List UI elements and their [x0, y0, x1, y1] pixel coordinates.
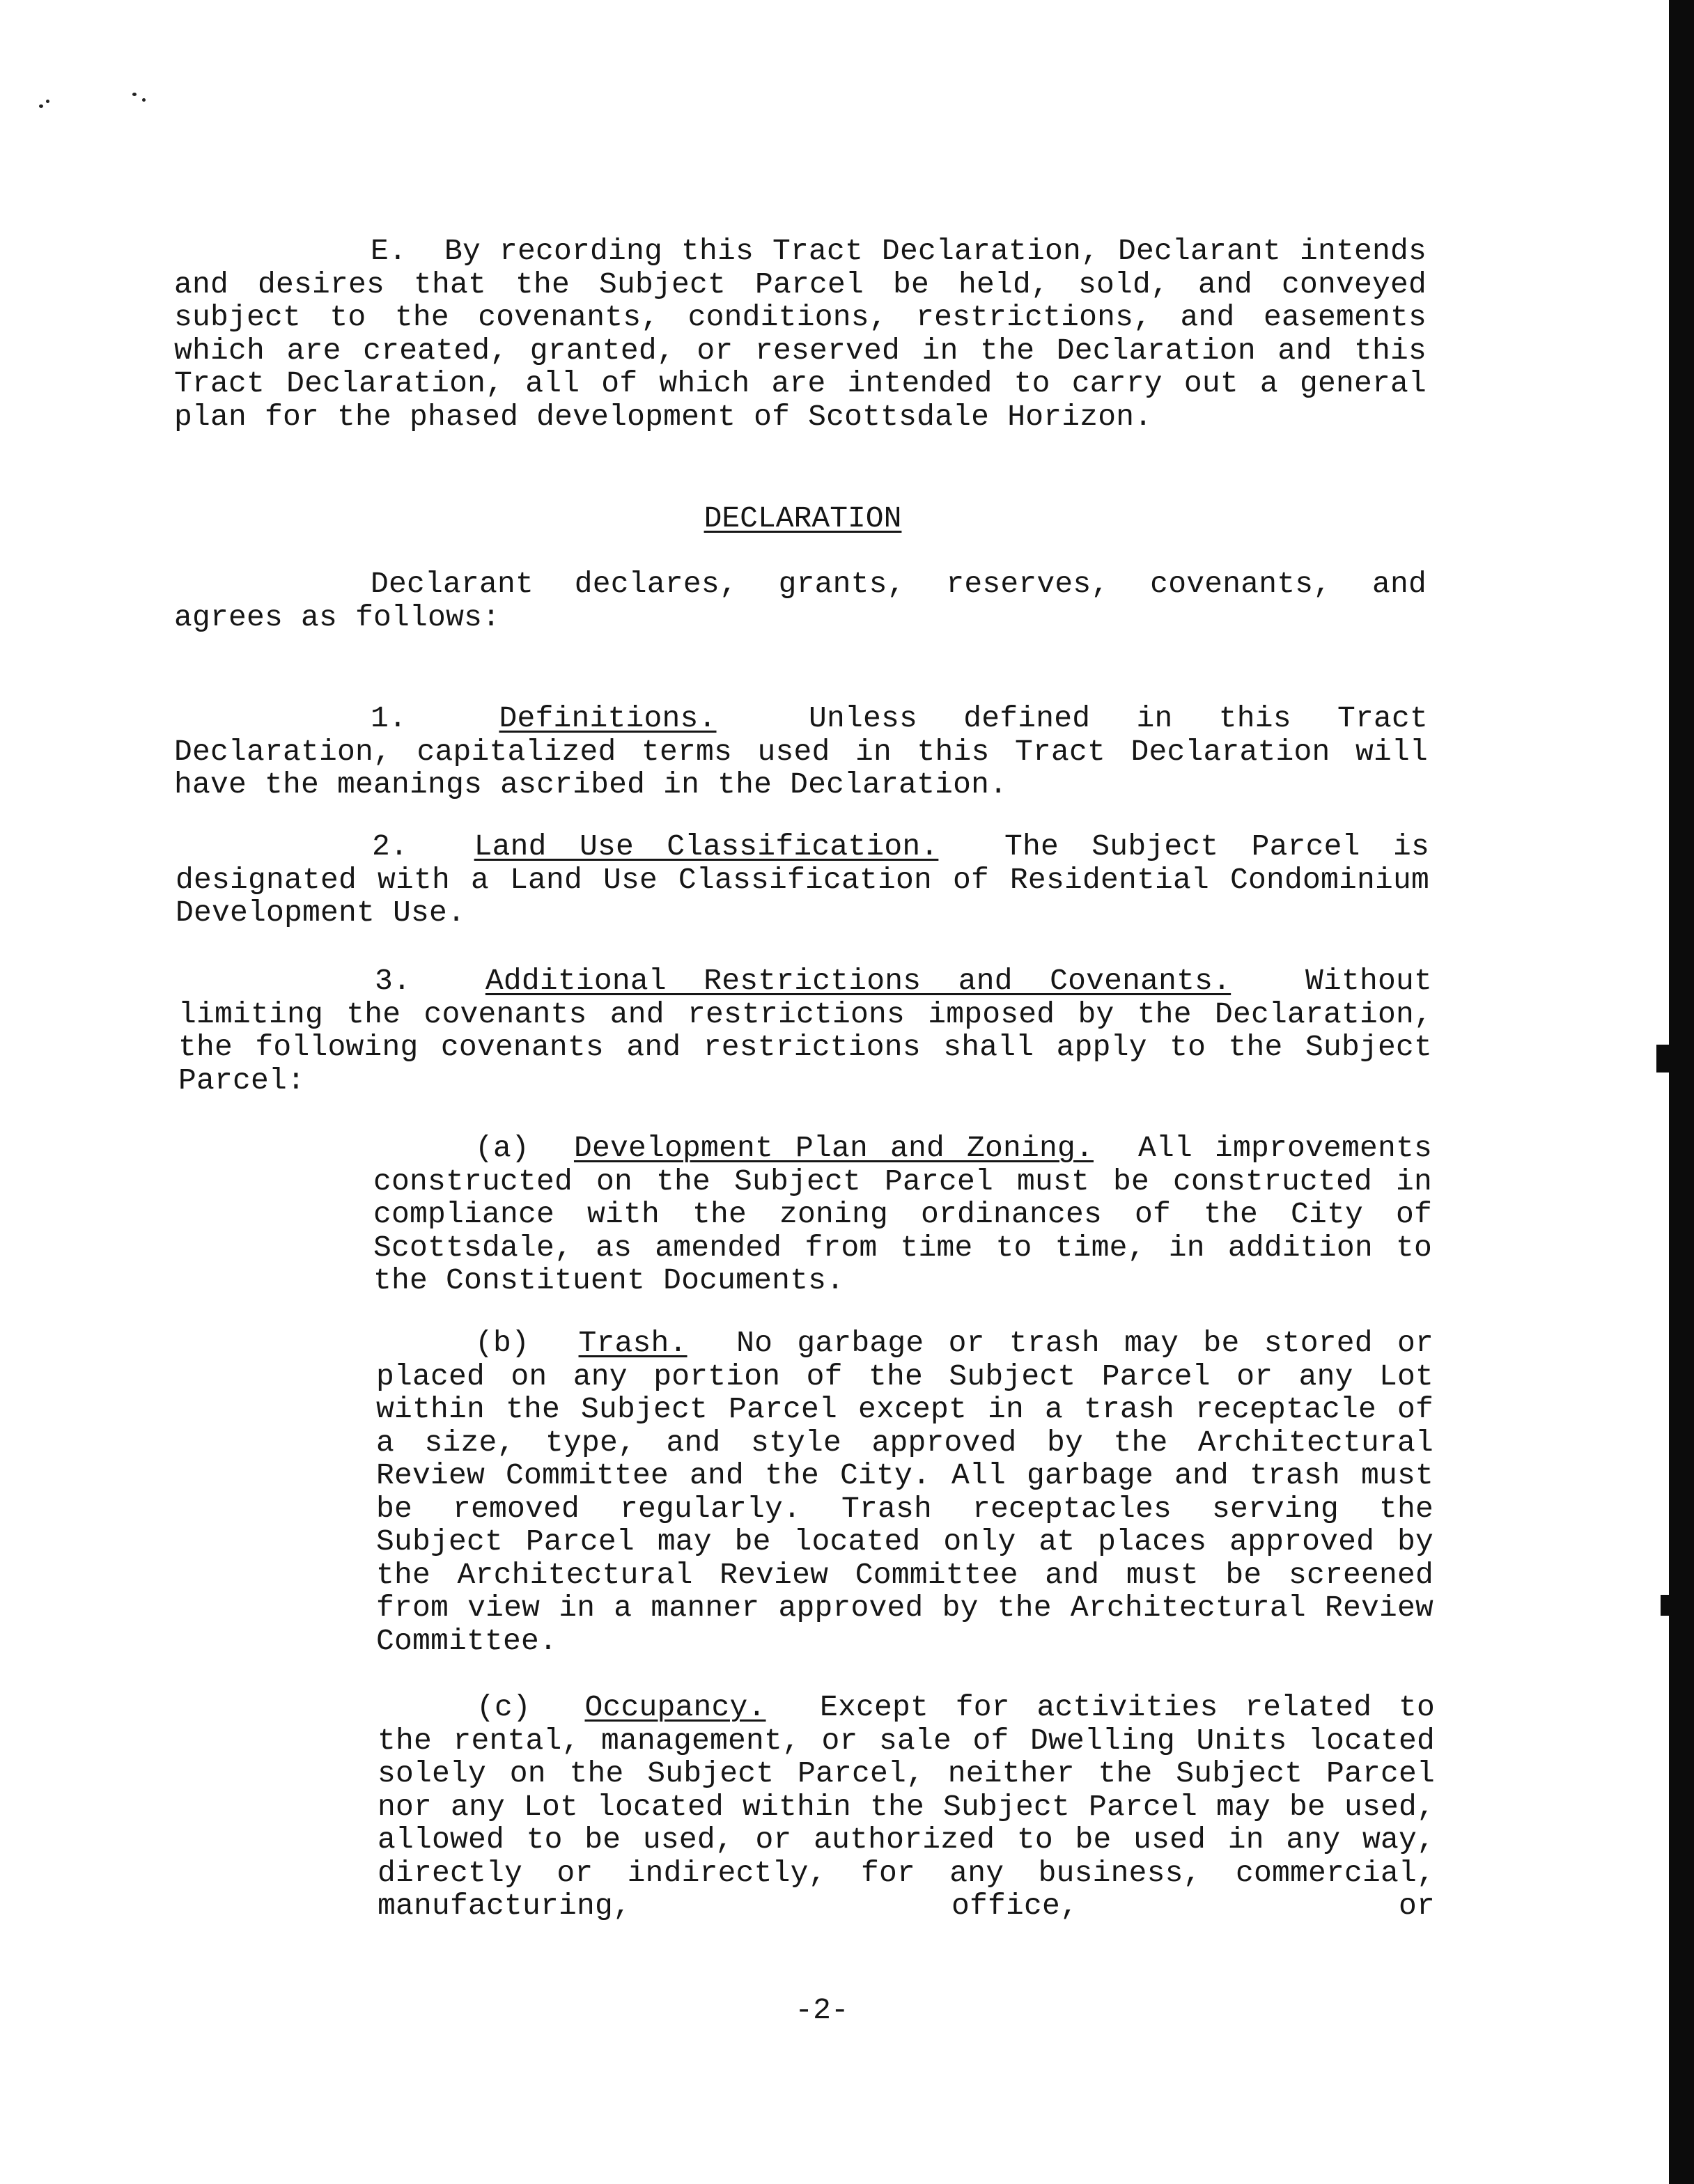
section-3-title: Additional Restrictions and Covenants.: [485, 964, 1231, 998]
page-number: -2-: [795, 1993, 849, 2027]
intro-text: Declarant declares, grants, reserves, covenants, and agrees as follows:: [174, 567, 1427, 634]
subsection-a-label: (a): [475, 1131, 530, 1165]
section-1-text: Unless defined in this Tract Declaration, capitalized terms used in this Tract Declaration will have the meanings ascribed in the Declaration.: [174, 701, 1428, 802]
subsection-b-label: (b): [475, 1326, 530, 1360]
scan-edge-notch: [1661, 1595, 1673, 1616]
section-2-title: Land Use Classification.: [474, 829, 939, 864]
subsection-c-title: Occupancy.: [584, 1690, 766, 1724]
subsection-a-title: Development Plan and Zoning.: [573, 1131, 1094, 1165]
section-1: [174, 702, 1428, 802]
section-2-text: The Subject Parcel is designated with a Land Use Classification of Residential Condominium Development Use.: [176, 829, 1429, 930]
section-3: [178, 965, 1432, 1097]
scan-speck: [39, 104, 43, 108]
subsection-b-title: Trash.: [578, 1326, 687, 1360]
scan-speck: [142, 98, 146, 102]
section-2-number: 2.: [372, 829, 409, 864]
scan-speck: [46, 100, 49, 103]
intro-paragraph: [174, 568, 1427, 634]
subsection-a: [373, 1132, 1432, 1297]
subsection-b-text: No garbage or trash may be stored or placed on any portion of the Subject Parcel or any Lot within the Subject Parcel except in a trash receptacle of a size, type, and style approved by the Architectural Review Committee and the City. All garbage and trash must be removed regularly. Trash receptacles serving the Subject Parcel may be located only at places approved by the Architectural Review Committee and must be screened from view in a manner approved by the Architectural Review Committee.: [376, 1326, 1433, 1658]
section-2: [176, 830, 1429, 930]
subsection-a-text: All improvements constructed on the Subject Parcel must be constructed in compliance with the zoning ordinances of the City of Scottsdale, as amended from time to time, in addition to the Constituent Documents.: [373, 1131, 1432, 1297]
paragraph-e: [174, 235, 1427, 433]
section-3-number: 3.: [375, 964, 412, 998]
scan-speck: [132, 93, 137, 96]
subsection-c-label: (c): [476, 1690, 531, 1724]
subsection-b: [376, 1327, 1433, 1658]
declaration-heading: DECLARATION: [704, 501, 902, 536]
section-3-text: Without limiting the covenants and restrictions imposed by the Declaration, the following covenants and restrictions shall apply to the Subject Parcel:: [178, 964, 1432, 1098]
paragraph-e-text: By recording this Tract Declaration, Declarant intends and desires that the Subject Parcel be held, sold, and conveyed subject to the covenants, conditions, restrictions, and easements which are created, granted, or reserved in the Declaration and this Tract Declaration, all of which are intended to carry out a general plan for the phased development of Scottsdale Horizon.: [174, 234, 1427, 434]
subsection-c: [378, 1691, 1435, 1923]
scan-edge-shadow: [1669, 0, 1694, 2184]
section-1-number: 1.: [371, 701, 407, 735]
subsection-c-text: Except for activities related to the rental, management, or sale of Dwelling Units located solely on the Subject Parcel, neither the Subject Parcel nor any Lot located within the Subject Parcel may be used, allowed to be used, or authorized to be used in any way, directly or indirectly, for any business, commercial, manufacturing, office, or: [378, 1690, 1435, 1923]
paragraph-e-label: E.: [371, 234, 407, 268]
section-1-title: Definitions.: [499, 701, 717, 735]
scan-edge-notch: [1656, 1045, 1673, 1072]
